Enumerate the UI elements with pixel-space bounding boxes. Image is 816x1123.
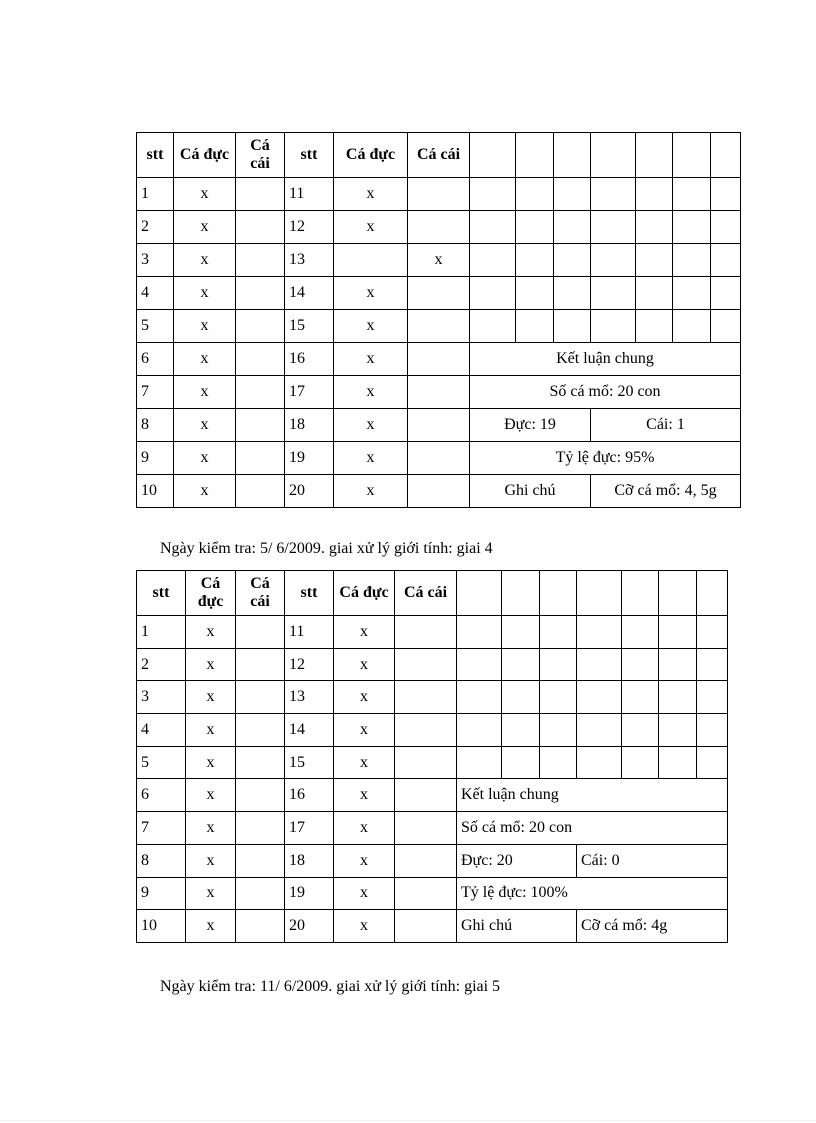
stt-cell: 14 — [285, 714, 334, 747]
male-cell: x — [334, 343, 408, 376]
empty-cell — [516, 178, 554, 211]
male-cell: x — [334, 648, 395, 681]
male-cell: x — [174, 343, 236, 376]
female-cell — [236, 844, 285, 877]
header-male: Cá đực — [334, 133, 408, 178]
male-cell: x — [334, 211, 408, 244]
empty-cell — [554, 244, 591, 277]
header-stt: stt — [137, 133, 174, 178]
table-row — [137, 746, 728, 779]
summary-ratio: Tỷ lệ đực: 100% — [457, 877, 728, 910]
stt-cell: 7 — [137, 376, 174, 409]
stt-cell: 6 — [137, 779, 186, 812]
empty-cell — [697, 571, 728, 616]
female-cell — [236, 648, 285, 681]
header-female: Cá cái — [395, 571, 457, 616]
male-cell: x — [186, 616, 236, 649]
stt-cell: 13 — [285, 244, 334, 277]
female-cell — [408, 343, 470, 376]
empty-cell — [622, 648, 659, 681]
empty-cell — [711, 310, 741, 343]
male-cell: x — [186, 844, 236, 877]
empty-cell — [470, 178, 516, 211]
header-female: Cá cái — [236, 133, 285, 178]
female-cell — [236, 211, 285, 244]
male-cell: x — [334, 475, 408, 508]
table-row — [137, 310, 741, 343]
empty-cell — [591, 244, 636, 277]
male-cell — [334, 244, 408, 277]
caption-inspection-date-2: Ngày kiểm tra: 11/ 6/2009. giai xử lý giới tính: giai 5 — [160, 978, 501, 995]
empty-cell — [554, 178, 591, 211]
female-cell: x — [408, 244, 470, 277]
stt-cell: 17 — [285, 812, 334, 845]
empty-cell — [697, 616, 728, 649]
table-row — [137, 178, 741, 211]
female-cell — [408, 310, 470, 343]
empty-cell — [470, 277, 516, 310]
empty-cell — [516, 133, 554, 178]
female-cell — [408, 376, 470, 409]
empty-cell — [516, 244, 554, 277]
stt-cell: 12 — [285, 648, 334, 681]
male-cell: x — [334, 779, 395, 812]
empty-cell — [540, 746, 577, 779]
empty-cell — [622, 746, 659, 779]
stt-cell: 5 — [137, 310, 174, 343]
empty-cell — [502, 746, 540, 779]
stt-cell: 19 — [285, 877, 334, 910]
caption-inspection-date-1: Ngày kiểm tra: 5/ 6/2009. giai xử lý giới tính: giai 4 — [160, 540, 493, 557]
empty-cell — [470, 310, 516, 343]
summary-size: Cỡ cá mổ: 4, 5g — [591, 475, 741, 508]
empty-cell — [470, 211, 516, 244]
female-cell — [395, 648, 457, 681]
empty-cell — [502, 616, 540, 649]
empty-cell — [457, 681, 502, 714]
female-cell — [236, 910, 285, 943]
table-row — [137, 442, 741, 475]
stt-cell: 12 — [285, 211, 334, 244]
female-cell — [236, 442, 285, 475]
empty-cell — [470, 133, 516, 178]
empty-cell — [659, 714, 697, 747]
male-cell: x — [334, 844, 395, 877]
summary-title: Kết luận chung — [470, 343, 741, 376]
stt-cell: 20 — [285, 475, 334, 508]
male-cell: x — [186, 746, 236, 779]
empty-cell — [673, 133, 711, 178]
male-cell: x — [334, 812, 395, 845]
header-male: Cá đực — [186, 571, 236, 616]
male-cell: x — [334, 877, 395, 910]
stt-cell: 2 — [137, 648, 186, 681]
empty-cell — [622, 714, 659, 747]
header-female: Cá cái — [408, 133, 470, 178]
empty-cell — [591, 211, 636, 244]
empty-cell — [577, 571, 622, 616]
stt-cell: 2 — [137, 211, 174, 244]
summary-note: Ghi chú — [457, 910, 577, 943]
female-cell — [395, 616, 457, 649]
male-cell: x — [174, 244, 236, 277]
stt-cell: 19 — [285, 442, 334, 475]
empty-cell — [577, 648, 622, 681]
empty-cell — [636, 244, 673, 277]
empty-cell — [673, 310, 711, 343]
stt-cell: 3 — [137, 681, 186, 714]
table-row — [137, 616, 728, 649]
female-cell — [395, 877, 457, 910]
male-cell: x — [174, 442, 236, 475]
empty-cell — [622, 571, 659, 616]
empty-cell — [636, 178, 673, 211]
empty-cell — [516, 277, 554, 310]
empty-cell — [711, 133, 741, 178]
empty-cell — [673, 211, 711, 244]
female-cell — [236, 714, 285, 747]
summary-count: Số cá mổ: 20 con — [457, 812, 728, 845]
female-cell — [408, 409, 470, 442]
male-cell: x — [186, 812, 236, 845]
female-cell — [395, 910, 457, 943]
stt-cell: 7 — [137, 812, 186, 845]
female-cell — [236, 178, 285, 211]
female-cell — [408, 277, 470, 310]
empty-cell — [457, 571, 502, 616]
female-cell — [408, 178, 470, 211]
empty-cell — [697, 681, 728, 714]
empty-cell — [502, 714, 540, 747]
table-row — [137, 277, 741, 310]
empty-cell — [636, 133, 673, 178]
empty-cell — [636, 211, 673, 244]
female-cell — [236, 310, 285, 343]
table-row — [137, 910, 728, 943]
summary-ratio: Tỷ lệ đực: 95% — [470, 442, 741, 475]
male-cell: x — [334, 681, 395, 714]
male-cell: x — [174, 178, 236, 211]
empty-cell — [636, 310, 673, 343]
empty-cell — [540, 714, 577, 747]
empty-cell — [457, 714, 502, 747]
table-row — [137, 343, 741, 376]
summary-title: Kết luận chung — [457, 779, 728, 812]
empty-cell — [591, 310, 636, 343]
table-row — [137, 714, 728, 747]
table-row — [137, 681, 728, 714]
male-cell: x — [174, 310, 236, 343]
empty-cell — [540, 616, 577, 649]
male-cell: x — [174, 376, 236, 409]
empty-cell — [659, 648, 697, 681]
stt-cell: 17 — [285, 376, 334, 409]
page-edge-divider — [0, 1120, 816, 1121]
female-cell — [236, 244, 285, 277]
female-cell — [408, 475, 470, 508]
stt-cell: 11 — [285, 616, 334, 649]
table-row — [137, 475, 741, 508]
stt-cell: 5 — [137, 746, 186, 779]
empty-cell — [502, 648, 540, 681]
female-cell — [395, 812, 457, 845]
stt-cell: 16 — [285, 779, 334, 812]
stt-cell: 14 — [285, 277, 334, 310]
male-cell: x — [334, 616, 395, 649]
header-stt: stt — [137, 571, 186, 616]
stt-cell: 8 — [137, 409, 174, 442]
stt-cell: 18 — [285, 844, 334, 877]
header-row — [137, 133, 741, 178]
female-cell — [236, 812, 285, 845]
empty-cell — [457, 746, 502, 779]
male-cell: x — [174, 277, 236, 310]
table-row — [137, 779, 728, 812]
female-cell — [236, 343, 285, 376]
stt-cell: 16 — [285, 343, 334, 376]
male-cell: x — [186, 910, 236, 943]
empty-cell — [577, 746, 622, 779]
male-cell: x — [186, 714, 236, 747]
table-row — [137, 409, 741, 442]
male-cell: x — [186, 779, 236, 812]
header-male: Cá đực — [174, 133, 236, 178]
male-cell: x — [334, 714, 395, 747]
empty-cell — [516, 310, 554, 343]
male-cell: x — [186, 648, 236, 681]
male-cell: x — [334, 376, 408, 409]
female-cell — [236, 277, 285, 310]
male-cell: x — [334, 277, 408, 310]
table-row — [137, 844, 728, 877]
empty-cell — [502, 681, 540, 714]
header-male: Cá đực — [334, 571, 395, 616]
empty-cell — [540, 648, 577, 681]
summary-count: Số cá mổ: 20 con — [470, 376, 741, 409]
stt-cell: 9 — [137, 877, 186, 910]
female-cell — [395, 681, 457, 714]
empty-cell — [554, 310, 591, 343]
header-female: Cá cái — [236, 571, 285, 616]
empty-cell — [577, 616, 622, 649]
stt-cell: 6 — [137, 343, 174, 376]
empty-cell — [697, 714, 728, 747]
male-cell: x — [334, 178, 408, 211]
table-row — [137, 244, 741, 277]
empty-cell — [470, 244, 516, 277]
female-cell — [236, 475, 285, 508]
male-cell: x — [334, 910, 395, 943]
header-stt: stt — [285, 571, 334, 616]
table-row — [137, 211, 741, 244]
stt-cell: 9 — [137, 442, 174, 475]
female-cell — [236, 779, 285, 812]
female-cell — [395, 746, 457, 779]
empty-cell — [711, 277, 741, 310]
stt-cell: 15 — [285, 310, 334, 343]
empty-cell — [659, 616, 697, 649]
empty-cell — [554, 277, 591, 310]
empty-cell — [711, 244, 741, 277]
female-cell — [408, 442, 470, 475]
male-cell: x — [334, 442, 408, 475]
female-cell — [395, 779, 457, 812]
stt-cell: 13 — [285, 681, 334, 714]
empty-cell — [673, 178, 711, 211]
empty-cell — [711, 178, 741, 211]
stt-cell: 11 — [285, 178, 334, 211]
empty-cell — [457, 616, 502, 649]
female-cell — [395, 714, 457, 747]
empty-cell — [622, 681, 659, 714]
empty-cell — [502, 571, 540, 616]
summary-note: Ghi chú — [470, 475, 591, 508]
empty-cell — [516, 211, 554, 244]
empty-cell — [577, 714, 622, 747]
table-row — [137, 812, 728, 845]
summary-male: Đực: 19 — [470, 409, 591, 442]
table-row — [137, 376, 741, 409]
female-cell — [236, 376, 285, 409]
summary-male: Đực: 20 — [457, 844, 577, 877]
male-cell: x — [186, 877, 236, 910]
header-stt: stt — [285, 133, 334, 178]
empty-cell — [673, 277, 711, 310]
stt-cell: 18 — [285, 409, 334, 442]
male-cell: x — [174, 409, 236, 442]
table-row — [137, 648, 728, 681]
empty-cell — [540, 681, 577, 714]
male-cell: x — [174, 475, 236, 508]
female-cell — [395, 844, 457, 877]
empty-cell — [591, 178, 636, 211]
stt-cell: 10 — [137, 475, 174, 508]
stt-cell: 4 — [137, 277, 174, 310]
male-cell: x — [334, 746, 395, 779]
female-cell — [236, 409, 285, 442]
stt-cell: 1 — [137, 616, 186, 649]
stt-cell: 20 — [285, 910, 334, 943]
stt-cell: 1 — [137, 178, 174, 211]
stt-cell: 4 — [137, 714, 186, 747]
empty-cell — [636, 277, 673, 310]
female-cell — [236, 877, 285, 910]
male-cell: x — [186, 681, 236, 714]
female-cell — [236, 681, 285, 714]
female-cell — [408, 211, 470, 244]
summary-female: Cái: 0 — [577, 844, 728, 877]
male-cell: x — [334, 409, 408, 442]
stt-cell: 10 — [137, 910, 186, 943]
empty-cell — [659, 746, 697, 779]
empty-cell — [673, 244, 711, 277]
summary-size: Cỡ cá mổ: 4g — [577, 910, 728, 943]
sex-check-table-2 — [136, 570, 728, 943]
empty-cell — [697, 746, 728, 779]
empty-cell — [659, 571, 697, 616]
empty-cell — [540, 571, 577, 616]
empty-cell — [697, 648, 728, 681]
male-cell: x — [334, 310, 408, 343]
summary-female: Cái: 1 — [591, 409, 741, 442]
empty-cell — [577, 681, 622, 714]
empty-cell — [591, 277, 636, 310]
empty-cell — [554, 133, 591, 178]
header-row — [137, 571, 728, 616]
empty-cell — [591, 133, 636, 178]
male-cell: x — [174, 211, 236, 244]
stt-cell: 15 — [285, 746, 334, 779]
sex-check-table-1 — [136, 132, 741, 508]
female-cell — [236, 616, 285, 649]
empty-cell — [711, 211, 741, 244]
empty-cell — [457, 648, 502, 681]
empty-cell — [659, 681, 697, 714]
empty-cell — [554, 211, 591, 244]
empty-cell — [622, 616, 659, 649]
female-cell — [236, 746, 285, 779]
stt-cell: 8 — [137, 844, 186, 877]
stt-cell: 3 — [137, 244, 174, 277]
table-row — [137, 877, 728, 910]
